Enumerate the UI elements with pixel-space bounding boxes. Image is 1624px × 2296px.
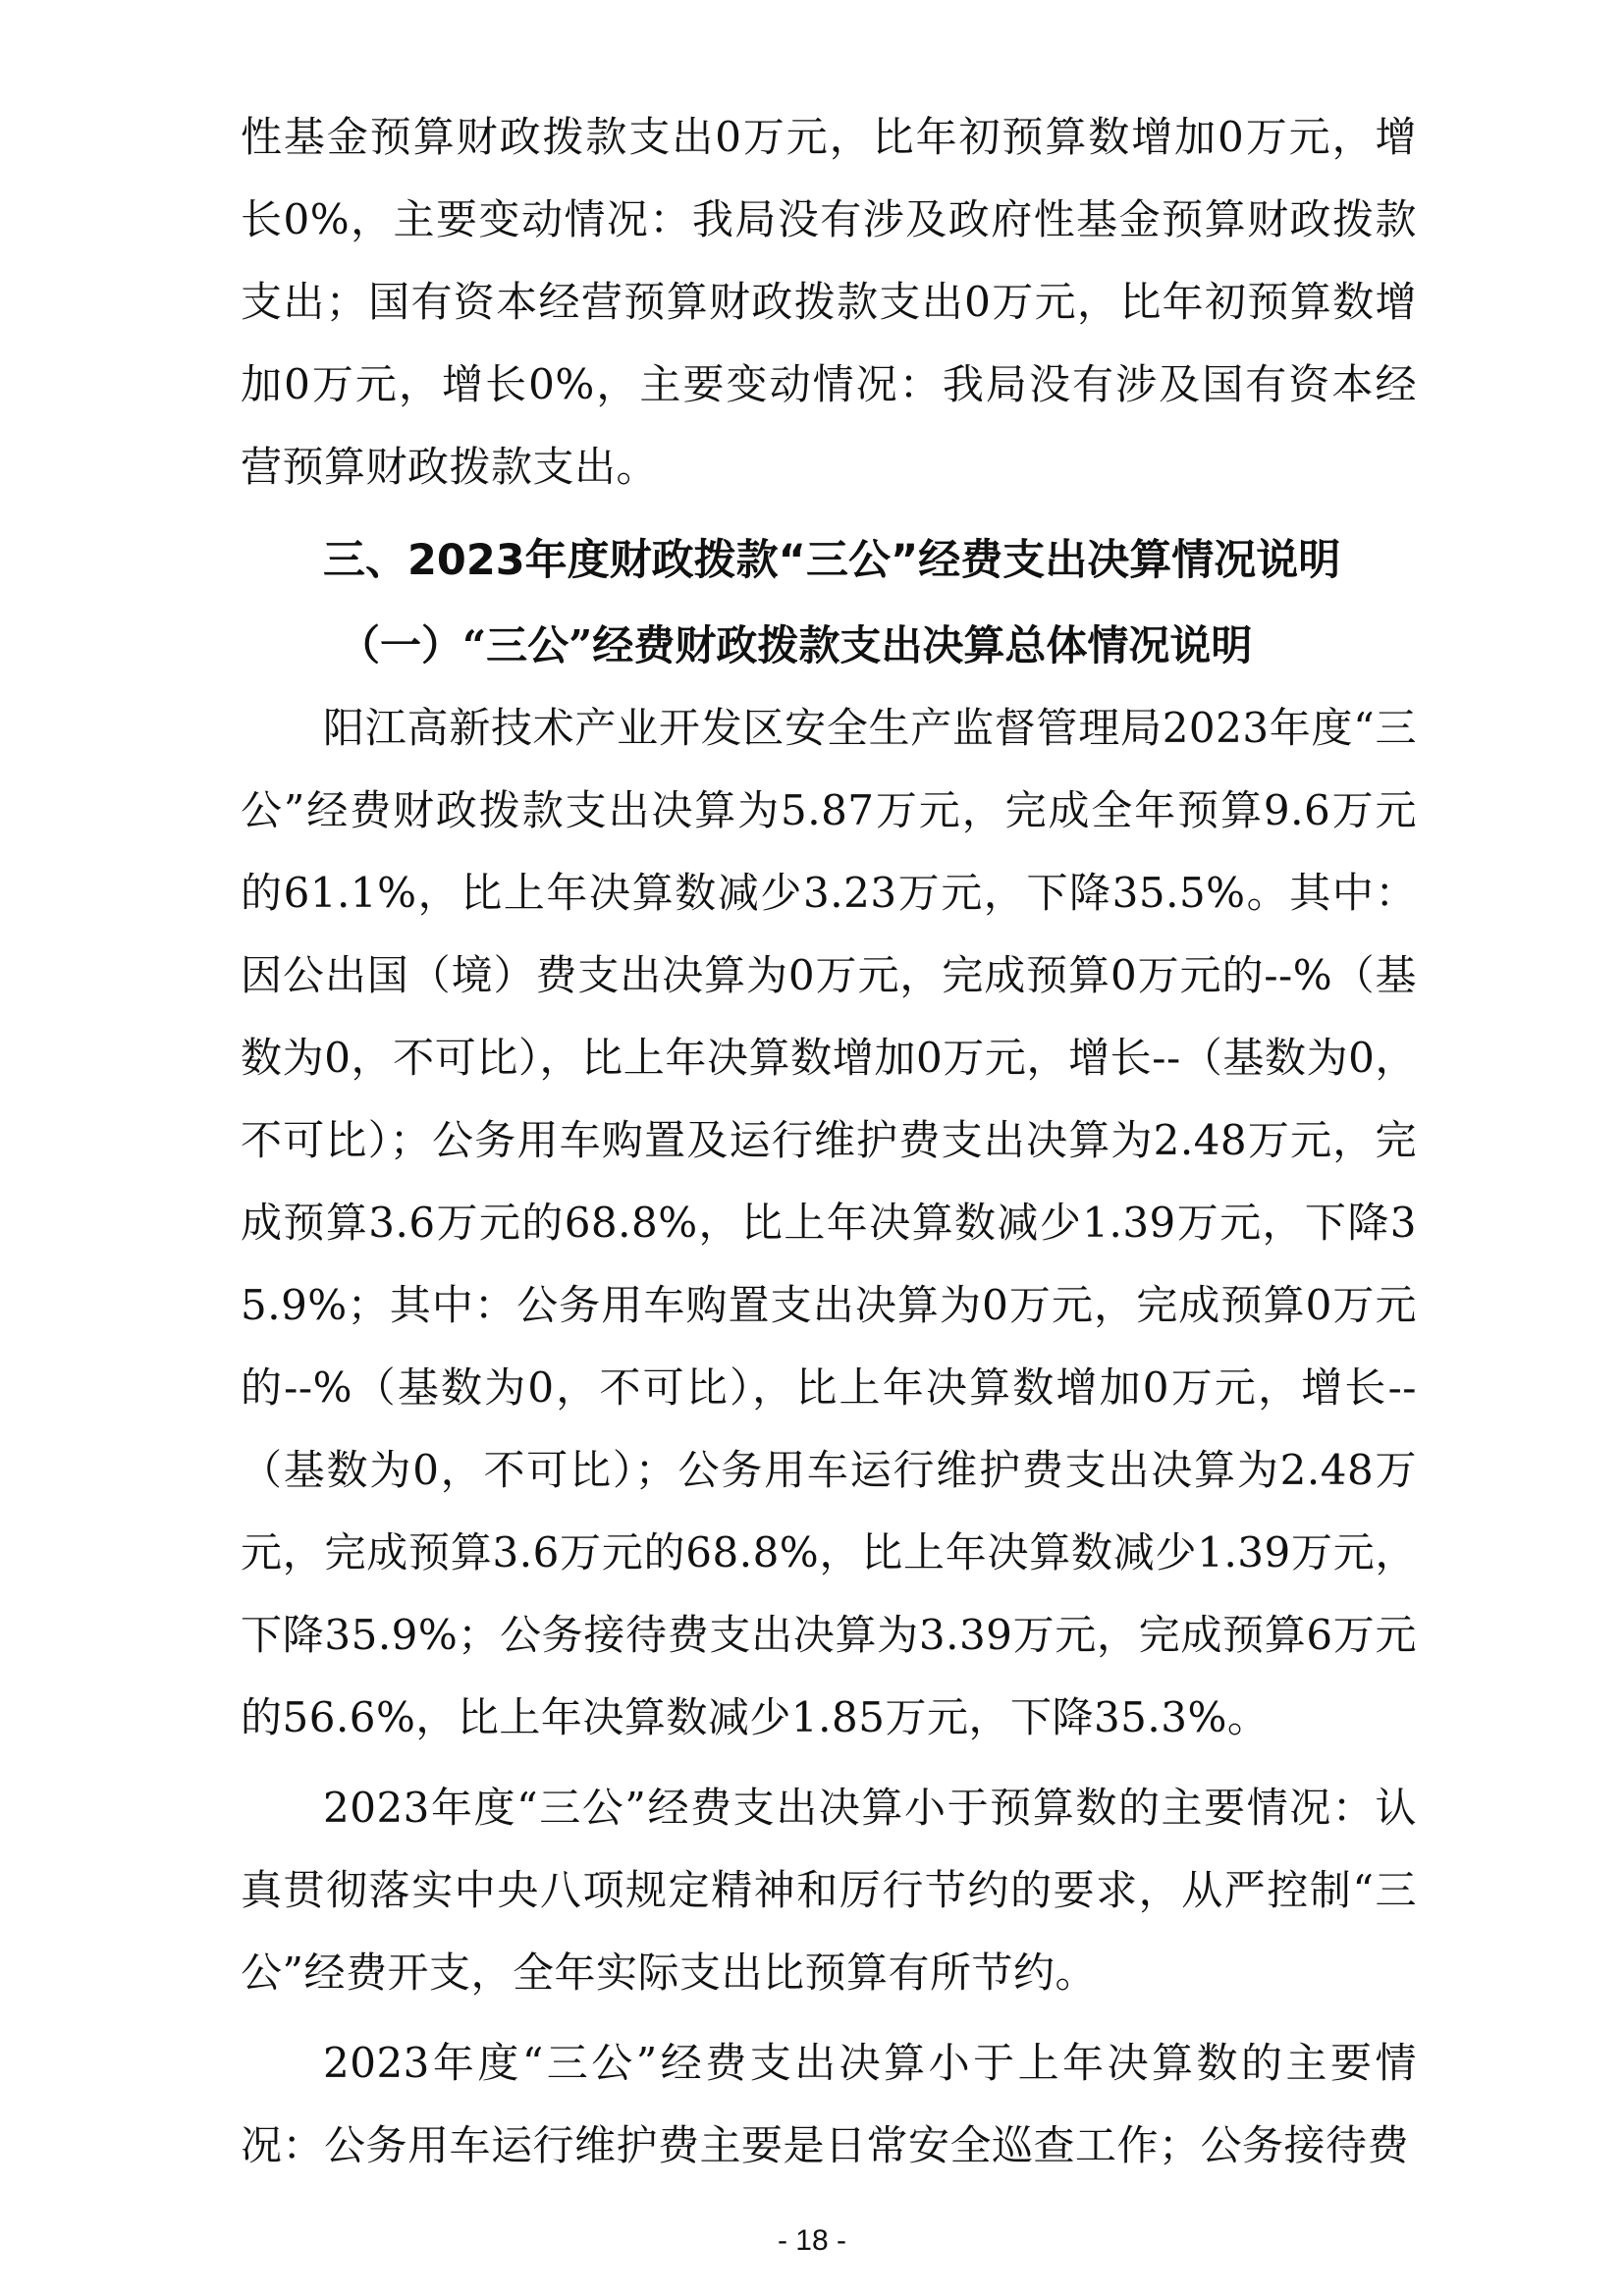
paragraph-overall-expense-details: 阳江高新技术产业开发区安全生产监督管理局2023年度“三公”经费财政拨款支出决算为5.87万元，完成全年预算9.6万元的61.1%，比上年决算数减少3.23万元，下降35.5%。其中：因公出国（境）费支出决算为0万元，完成预算0万元的--%（基数为0，不可比），比上年决算数增加0万元，增长--（基数为0，不可比）；公务用车购置及运行维护费支出决算为2.48万元，完成预算3.6万元的68.8%，比上年决算数减少1.39万元，下降35.9%；其中：公务用车购置支出决算为0万元，完成预算0万元的--%（基数为0，不可比），比上年决算数增加0万元，增长--（基数为0，不可比）；公务用车运行维护费支出决算为2.48万元，完成预算3.6万元的68.8%，比上年决算数减少1.39万元，下降35.9%；公务接待费支出决算为3.39万元，完成预算6万元的56.6%，比上年决算数减少1.85万元，下降35.3%。 [241,704,1417,1741]
subsection-heading-overall: （一）“三公”经费财政拨款支出决算总体情况说明 [339,621,1253,669]
spacer [241,1759,1417,1767]
paragraph-fund-budget-continued: 性基金预算财政拨款支出0万元，比年初预算数增加0万元，增长0%，主要变动情况：我局没有涉及政府性基金预算财政拨款支出；国有资本经营预算财政拨款支出0万元，比年初预算数增加0万元，增长0%，主要变动情况：我局没有涉及国有资本经营预算财政拨款支出。 [241,113,1417,491]
spacer [241,508,1417,516]
page-number: - 18 - [777,2224,847,2257]
paragraph-below-budget-reason: 2023年度“三公”经费支出决算小于预算数的主要情况：认真贯彻落实中央八项规定精神和厉行节约的要求，从严控制“三公”经费开支，全年实际支出比预算有所节约。 [241,1784,1417,1997]
document-page [241,96,1417,2187]
spacer [241,2014,1417,2022]
paragraph-below-last-year-reason: 2023年度“三公”经费支出决算小于上年决算数的主要情况：公务用车运行维护费主要是日常安全巡查工作；公务接待费 [241,2039,1417,2169]
section-heading-three-public-expenses: 三、2023年度财政拨款“三公”经费支出决算情况说明 [323,536,1341,585]
